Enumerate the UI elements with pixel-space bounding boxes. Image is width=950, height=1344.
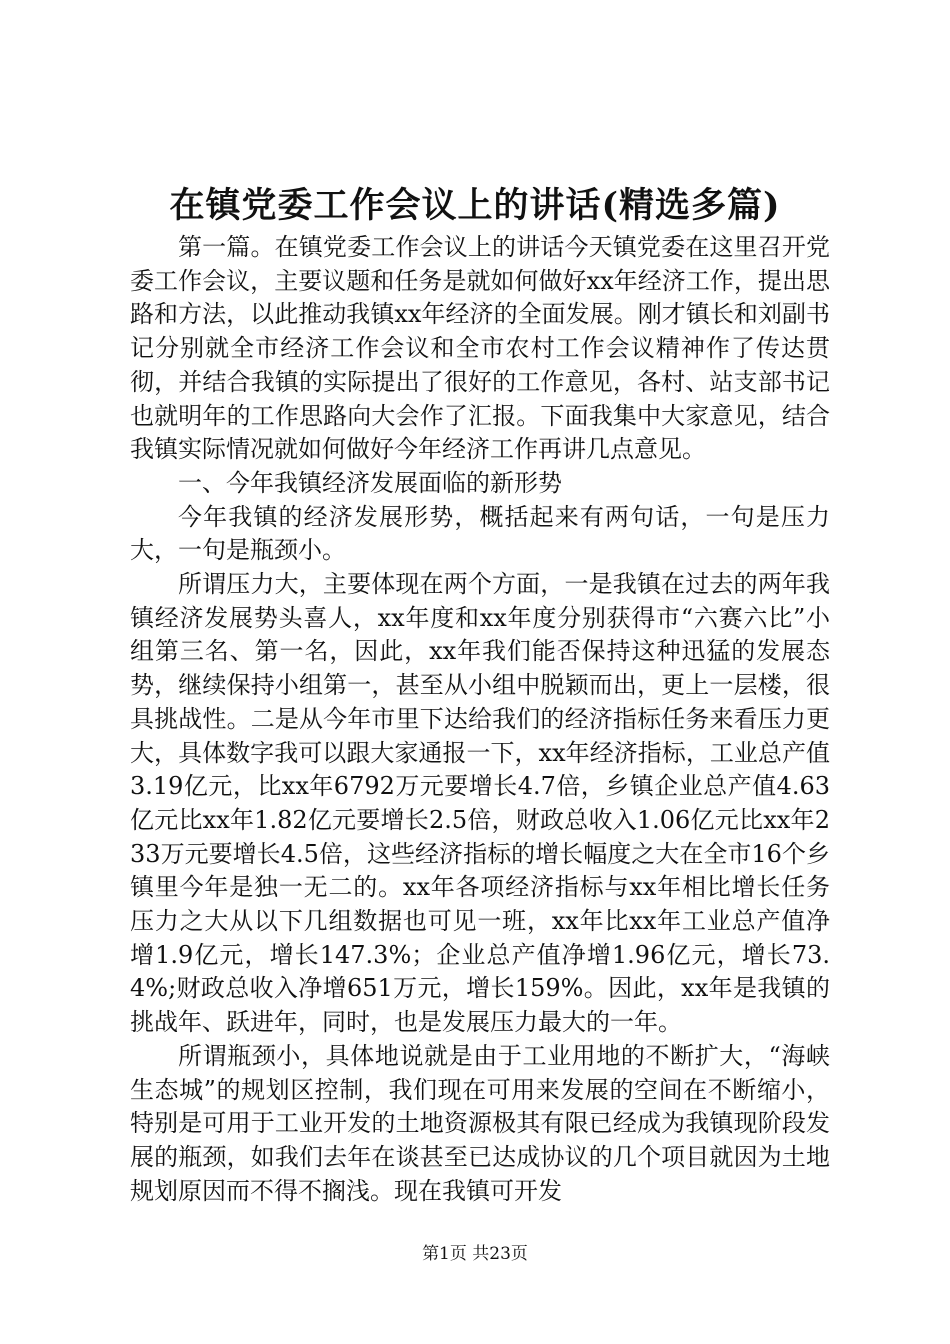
paragraph-overview: 今年我镇的经济发展形势，概括起来有两句话，一句是压力大，一句是瓶颈小。 <box>130 502 830 565</box>
page-number: 第1页 共23页 <box>422 1244 528 1264</box>
section-heading: 一、今年我镇经济发展面临的新形势 <box>178 468 562 497</box>
paragraph-bottleneck: 所谓瓶颈小，具体地说就是由于工业用地的不断扩大，“海峡生态城”的规划区控制，我们现在可用来发展的空间在不断缩小，特别是可用于工业开发的土地资源极其有限已经成为我镇现阶段发展的瓶颈，如我们去年在谈甚至已达成协议的几个项目就因为土地规划原因而不得不搁浅。现在我镇可开发 <box>130 1041 830 1205</box>
paragraph-intro: 第一篇。在镇党委工作会议上的讲话今天镇党委在这里召开党委工作会议，主要议题和任务是就如何做好xx年经济工作，提出思路和方法，以此推动我镇xx年经济的全面发展。刚才镇长和刘副书记分别就全市经济工作会议和全市农村工作会议精神作了传达贯彻，并结合我镇的实际提出了很好的工作意见，各村、站支部书记也就明年的工作思路向大会作了汇报。下面我集中大家意见，结合我镇实际情况就如何做好今年经济工作再讲几点意见。 <box>130 233 830 464</box>
paragraph-pressure: 所谓压力大，主要体现在两个方面，一是我镇在过去的两年我镇经济发展势头喜人，xx年度和xx年度分别获得市“六赛六比”小组第三名、第一名，因此，xx年我们能否保持这种迅猛的发展态势，继续保持小组第一，甚至从小组中脱颖而出，更上一层楼，很具挑战性。二是从今年市里下达给我们的经济指标任务来看压力更大，具体数字我可以跟大家通报一下，xx年经济指标，工业总产值3.19亿元，比xx年6792万元要增长4.7倍，乡镇企业总产值4.63亿元比xx年1.82亿元要增长2.5倍，财政总收入1.06亿元比xx年233万元要增长4.5倍，这些经济指标的增长幅度之大在全市16个乡镇里今年是独一无二的。xx年各项经济指标与xx年相比增长任务压力之大从以下几组数据也可见一班，xx年比xx年工业总产值净增1.9亿元，增长147.3%；企业总产值净增1.96亿元，增长73.4%;财政总收入净增651万元，增长159%。因此，xx年是我镇的挑战年、跃进年，同时，也是发展压力最大的一年。 <box>130 570 830 1037</box>
document-title: 在镇党委工作会议上的讲话(精选多篇) <box>169 185 781 226</box>
document-body <box>130 231 830 1208</box>
